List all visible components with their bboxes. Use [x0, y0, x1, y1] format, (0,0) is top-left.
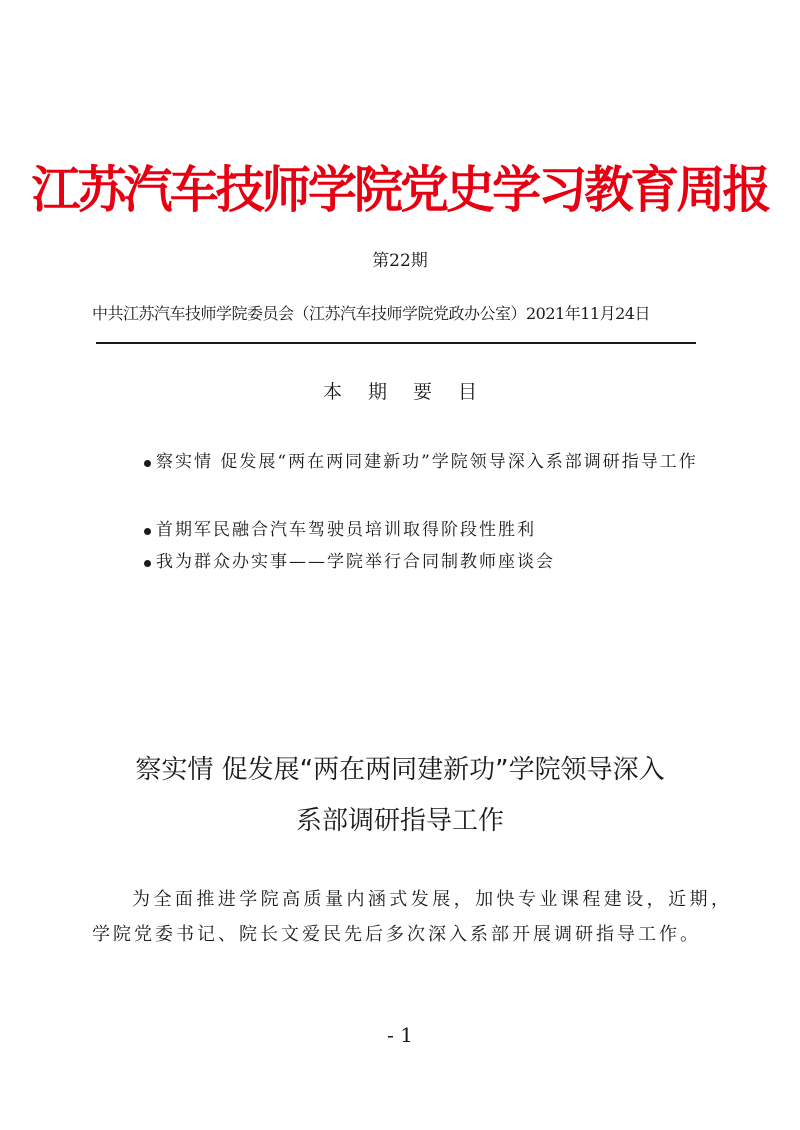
toc-item-label: 我为群众办实事——学院举行合同制教师座谈会 — [156, 552, 555, 572]
article-headline-line-2: 系部调研指导工作 — [295, 806, 504, 836]
page-number: - 1 — [387, 1023, 413, 1047]
toc-item — [144, 516, 734, 545]
publisher-line: 中共江苏汽车技师学院委员会（江苏汽车技师学院党政办公室）2021年11月24日 — [92, 304, 650, 323]
toc-item — [144, 448, 734, 506]
newsletter-masthead-title: 江苏汽车技师学院党史学习教育周报 — [31, 160, 769, 219]
toc-title: 本 期 要 目 — [322, 381, 488, 403]
issue-number: 第22期 — [372, 251, 428, 271]
toc-item-label: 首期军民融合汽车驾驶员培训取得阶段性胜利 — [156, 520, 536, 540]
toc-item-label: 察实情 促发展“两在两同建新功”学院领导深入系部调研指导工作 — [156, 452, 698, 472]
toc-list — [144, 448, 734, 577]
toc-item — [144, 548, 734, 577]
header-divider — [96, 342, 696, 344]
article-paragraph: 为全面推进学院高质量内涵式发展，加快专业课程建设，近期，学院党委书记、院长文爱民先后多次深入系部开展调研指导工作。 — [92, 889, 732, 945]
bullet-icon — [144, 528, 151, 535]
bullet-icon — [144, 460, 151, 467]
article-headline-line-1: 察实情 促发展“两在两同建新功”学院领导深入 — [135, 755, 665, 785]
bullet-icon — [144, 560, 151, 567]
